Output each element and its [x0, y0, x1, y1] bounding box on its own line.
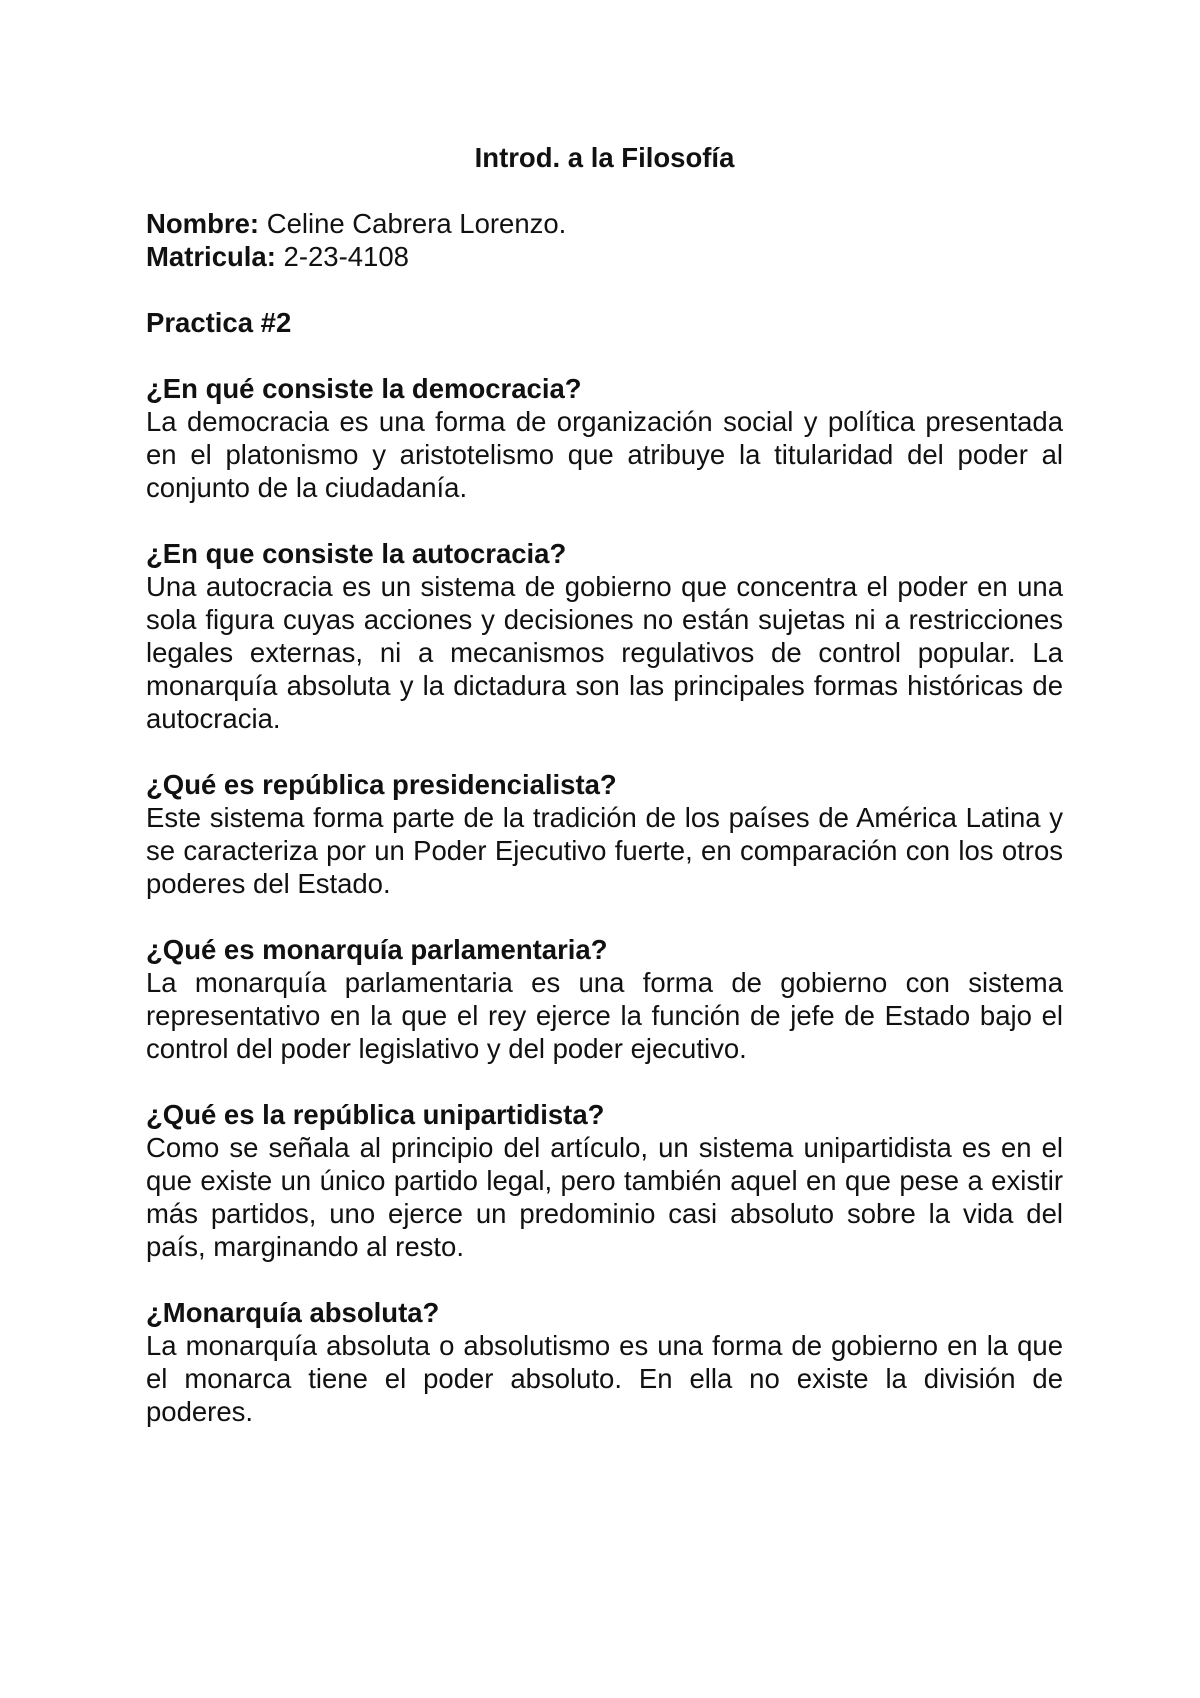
matricula-value: 2-23-4108 [275, 241, 409, 272]
name-value: Celine Cabrera Lorenzo. [259, 208, 567, 239]
question-heading: ¿Qué es monarquía parlamentaria? [146, 934, 608, 965]
question-heading: ¿En que consiste la autocracia? [146, 538, 567, 569]
document-title: Introd. a la Filosofía [474, 142, 735, 173]
practice-title: Practica #2 [146, 307, 292, 338]
section-democracia [146, 372, 1063, 504]
question-heading: ¿Monarquía absoluta? [146, 1297, 440, 1328]
answer-paragraph: Este sistema forma parte de la tradición de los países de América Latina y se caracteriza por un Poder Ejecutivo fuerte, en comparación con los otros poderes del Estado. [146, 802, 1063, 899]
document-body [146, 141, 1063, 1461]
matricula-label: Matricula: [146, 241, 276, 272]
student-name-line [146, 207, 1063, 240]
answer-paragraph: La monarquía parlamentaria es una forma de gobierno con sistema representativo en la que el rey ejerce la función de jefe de Estado bajo el control del poder legislativo y del poder ejecutivo. [146, 967, 1063, 1064]
question-heading: ¿Qué es república presidencialista? [146, 769, 617, 800]
answer-paragraph: La democracia es una forma de organización social y política presentada en el platonismo y aristotelismo que atribuye la titularidad del poder al conjunto de la ciudadanía. [146, 406, 1063, 503]
section-republica-unipartidista [146, 1098, 1063, 1263]
answer-paragraph: La monarquía absoluta o absolutismo es una forma de gobierno en la que el monarca tiene el poder absoluto. En ella no existe la división de poderes. [146, 1330, 1063, 1427]
section-monarquia-parlamentaria [146, 933, 1063, 1065]
question-heading: ¿En qué consiste la democracia? [146, 373, 582, 404]
section-monarquia-absoluta [146, 1296, 1063, 1428]
question-heading: ¿Qué es la república unipartidista? [146, 1099, 605, 1130]
name-label: Nombre: [146, 208, 260, 239]
student-id-line [146, 240, 1063, 273]
answer-paragraph: Como se señala al principio del artículo, un sistema unipartidista es en el que existe un único partido legal, pero también aquel en que pese a existir más partidos, uno ejerce un predominio casi absoluto sobre la vida del país, marginando al resto. [146, 1132, 1063, 1262]
section-autocracia [146, 537, 1063, 735]
section-republica-presidencialista [146, 768, 1063, 900]
answer-paragraph: Una autocracia es un sistema de gobierno que concentra el poder en una sola figura cuyas acciones y decisiones no están sujetas ni a restricciones legales externas, ni a mecanismos regulativos de control popular. La monarquía absoluta y la dictadura son las principales formas históricas de autocracia. [146, 571, 1063, 734]
